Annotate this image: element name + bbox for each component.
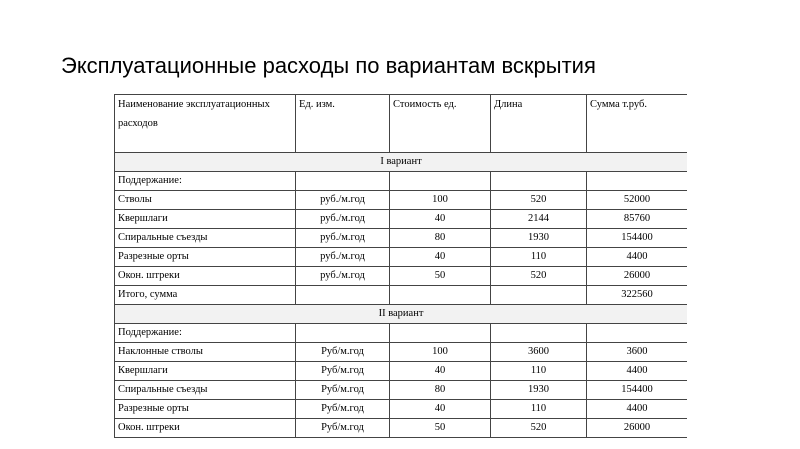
table-header-row: [115, 95, 688, 153]
table-row: [115, 248, 688, 267]
table-row: [115, 172, 688, 191]
table-row: [115, 210, 688, 229]
table-cell: 2144: [491, 210, 587, 229]
table-cell: [491, 324, 587, 343]
table-cell: 26000: [587, 419, 688, 438]
expenses-table-container: [114, 94, 687, 449]
table-cell: [296, 172, 390, 191]
column-header: Длина: [491, 95, 587, 153]
table-row: [115, 324, 688, 343]
expenses-table: [114, 94, 687, 438]
table-row: [115, 400, 688, 419]
table-cell: 4400: [587, 400, 688, 419]
table-cell: руб./м.год: [296, 248, 390, 267]
table-cell: 80: [390, 381, 491, 400]
table-cell: 3600: [587, 343, 688, 362]
column-header: Ед. изм.: [296, 95, 390, 153]
table-cell: 50: [390, 267, 491, 286]
table-cell: [587, 324, 688, 343]
table-cell: Руб/м.год: [296, 381, 390, 400]
table-cell: 100: [390, 343, 491, 362]
table-cell: [390, 172, 491, 191]
table-cell: 520: [491, 267, 587, 286]
section-title: II вариант: [115, 305, 688, 324]
table-cell: 40: [390, 362, 491, 381]
table-cell: 110: [491, 362, 587, 381]
table-cell: [491, 172, 587, 191]
table-cell: руб./м.год: [296, 229, 390, 248]
section-header-row: [115, 153, 688, 172]
table-cell: 40: [390, 400, 491, 419]
table-cell: [296, 324, 390, 343]
column-header: Сумма т.руб.: [587, 95, 688, 153]
table-row: [115, 191, 688, 210]
table-cell: 322560: [587, 286, 688, 305]
table-cell: Спиральные съезды: [115, 229, 296, 248]
slide-title: Эксплуатационные расходы по вариантам вскрытия: [61, 53, 596, 78]
table-cell: руб./м.год: [296, 191, 390, 210]
table-row: [115, 229, 688, 248]
table-cell: 154400: [587, 381, 688, 400]
table-cell: 110: [491, 400, 587, 419]
table-cell: 1930: [491, 229, 587, 248]
table-cell: 100: [390, 191, 491, 210]
table-cell: Спиральные съезды: [115, 381, 296, 400]
table-cell: Руб/м.год: [296, 362, 390, 381]
table-cell: Окон. штреки: [115, 419, 296, 438]
table-cell: [390, 286, 491, 305]
table-cell: Руб/м.год: [296, 419, 390, 438]
table-cell: [491, 286, 587, 305]
table-row: [115, 381, 688, 400]
table-row: [115, 286, 688, 305]
table-cell: Разрезные орты: [115, 400, 296, 419]
table-row: [115, 267, 688, 286]
table-row: [115, 362, 688, 381]
table-cell: 40: [390, 210, 491, 229]
table-cell: руб./м.год: [296, 267, 390, 286]
table-cell: руб./м.год: [296, 210, 390, 229]
table-cell: 85760: [587, 210, 688, 229]
table-cell: Поддержание:: [115, 172, 296, 191]
table-cell: Квершлаги: [115, 210, 296, 229]
table-cell: Наклонные стволы: [115, 343, 296, 362]
table-cell: 520: [491, 419, 587, 438]
table-cell: 52000: [587, 191, 688, 210]
table-row: [115, 343, 688, 362]
table-cell: Итого, сумма: [115, 286, 296, 305]
table-cell: 110: [491, 248, 587, 267]
column-header: Стоимость ед.: [390, 95, 491, 153]
table-cell: Руб/м.год: [296, 400, 390, 419]
table-cell: Разрезные орты: [115, 248, 296, 267]
table-cell: 154400: [587, 229, 688, 248]
table-cell: Квершлаги: [115, 362, 296, 381]
table-cell: 26000: [587, 267, 688, 286]
section-title: I вариант: [115, 153, 688, 172]
table-cell: Поддержание:: [115, 324, 296, 343]
table-cell: 4400: [587, 362, 688, 381]
table-cell: Стволы: [115, 191, 296, 210]
table-row: [115, 419, 688, 438]
table-cell: 520: [491, 191, 587, 210]
table-cell: 1930: [491, 381, 587, 400]
section-header-row: [115, 305, 688, 324]
table-cell: 80: [390, 229, 491, 248]
table-cell: [587, 172, 688, 191]
table-cell: Руб/м.год: [296, 343, 390, 362]
table-cell: 50: [390, 419, 491, 438]
table-cell: 40: [390, 248, 491, 267]
table-cell: Окон. штреки: [115, 267, 296, 286]
table-cell: 3600: [491, 343, 587, 362]
table-cell: [390, 324, 491, 343]
column-header: Наименование эксплуатационных расходов: [115, 95, 296, 153]
table-cell: [296, 286, 390, 305]
table-cell: 4400: [587, 248, 688, 267]
